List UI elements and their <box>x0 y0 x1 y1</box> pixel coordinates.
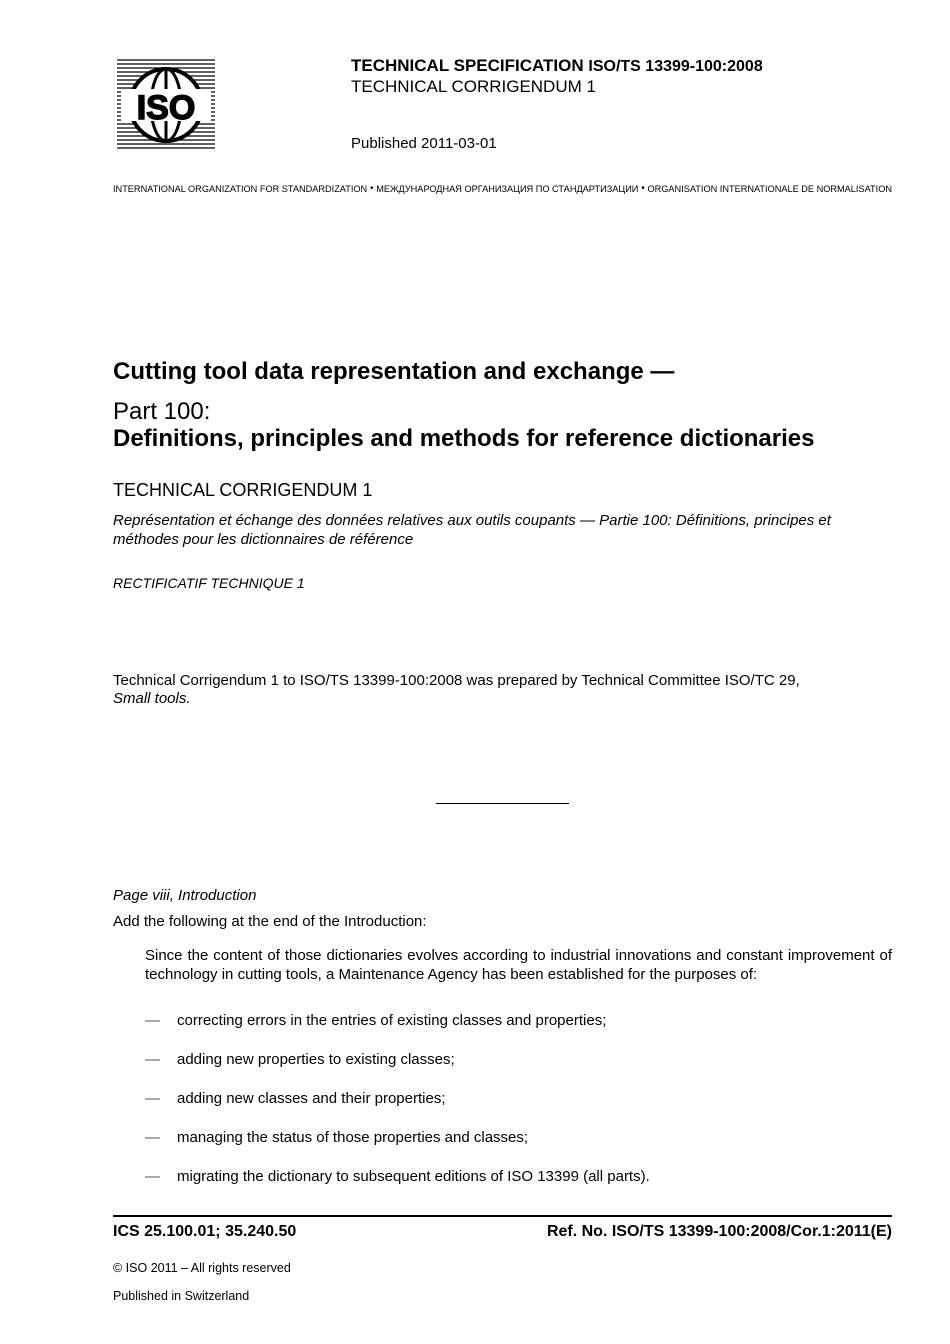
bullet-separator: • <box>641 183 645 194</box>
organization-bar <box>113 183 892 194</box>
org-name-en: INTERNATIONAL ORGANIZATION FOR STANDARDIZATION <box>113 183 368 194</box>
list-item <box>145 1129 892 1168</box>
list-item <box>145 1051 892 1090</box>
committee-name: Small tools. <box>113 690 191 707</box>
list-item <box>145 1168 892 1207</box>
part-title: Definitions, principles and methods for reference dictionaries <box>113 425 815 452</box>
reference-number: Ref. No. ISO/TS 13399-100:2008/Cor.1:2011(E) <box>546 1223 892 1240</box>
org-name-fr: ORGANISATION INTERNATIONALE DE NORMALISATION <box>647 183 892 194</box>
list-item-text: migrating the dictionary to subsequent editions of ISO 13399 (all parts). <box>177 1168 650 1185</box>
copyright-notice: © ISO 2011 – All rights reserved <box>113 1261 291 1275</box>
part-number: Part 100: <box>113 398 211 425</box>
bullet-separator: • <box>369 183 374 194</box>
org-name-ru: МЕЖДУНАРОДНАЯ ОРГАНИЗАЦИЯ ПО СТАНДАРТИЗАЦИИ <box>376 183 639 194</box>
added-paragraph: Since the content of those dictionaries evolves according to industrial innovations and constant improvement of technology in cutting tools, a Maintenance Agency has been established for the purposes of: <box>145 947 892 983</box>
list-item-text: adding new classes and their properties; <box>177 1090 446 1107</box>
published-date: Published 2011-03-01 <box>351 135 497 152</box>
ics-codes: ICS 25.100.01; 35.240.50 <box>113 1223 297 1240</box>
dash-marker: — <box>145 1012 160 1029</box>
document-title: Cutting tool data representation and exchange — <box>113 358 675 385</box>
spec-heading <box>351 56 763 76</box>
footer-rule <box>113 1215 892 1217</box>
french-title: Représentation et échange des données relatives aux outils coupants — Partie 100: Définitions, principes et méthodes pour les dictionnaires de référence <box>113 512 831 548</box>
dash-marker: — <box>145 1090 160 1107</box>
dash-marker: — <box>145 1168 160 1185</box>
iso-logo <box>117 57 215 152</box>
header-corrigendum: TECHNICAL CORRIGENDUM 1 <box>351 77 596 96</box>
page-reference: Page viii, Introduction <box>113 887 257 904</box>
rectificatif-heading: RECTIFICATIF TECHNIQUE 1 <box>113 575 305 591</box>
svg-text:ISO: ISO <box>136 89 196 127</box>
spec-number: ISO/TS 13399-100:2008 <box>588 58 763 75</box>
instruction-text: Add the following at the end of the Introduction: <box>113 913 427 930</box>
separator-rule <box>436 803 569 804</box>
corrigendum-heading: TECHNICAL CORRIGENDUM 1 <box>113 480 373 500</box>
preparation-text: Technical Corrigendum 1 to ISO/TS 13399-100:2008 was prepared by Technical Committee ISO/TC 29, <box>113 672 800 689</box>
preparation-statement <box>113 672 892 708</box>
list-item <box>145 1090 892 1129</box>
list-item-text: adding new properties to existing classes; <box>177 1051 455 1068</box>
spec-label: TECHNICAL SPECIFICATION <box>351 56 584 75</box>
dash-marker: — <box>145 1051 160 1068</box>
published-in: Published in Switzerland <box>113 1289 250 1303</box>
dash-marker: — <box>145 1129 160 1146</box>
list-item <box>145 1012 892 1051</box>
list-item-text: managing the status of those properties and classes; <box>177 1129 529 1146</box>
purposes-list <box>145 1012 892 1207</box>
list-item-text: correcting errors in the entries of existing classes and properties; <box>177 1012 607 1029</box>
